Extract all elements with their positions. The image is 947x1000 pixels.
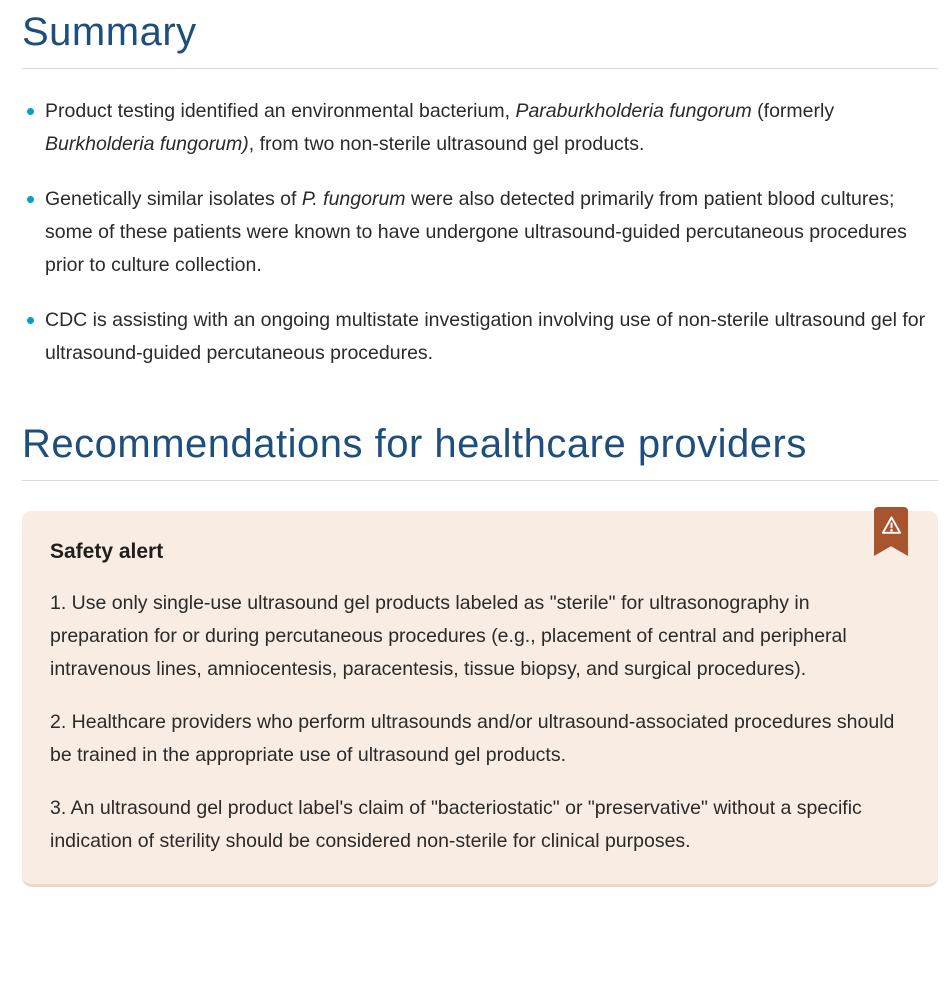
recommendations-heading: Recommendations for healthcare providers — [22, 422, 807, 466]
safety-alert-callout — [22, 511, 938, 887]
section-divider — [22, 68, 938, 69]
alert-numbered-item: 1. Use only single-use ultrasound gel products labeled as "sterile" for ultrasonography in preparation for or during percutaneous procedures (e.g., placement of central and peripheral intravenous lines, amniocentesis, paracentesis, tissue biopsy, and surgical procedures). — [50, 592, 847, 681]
bullet-icon — [27, 108, 34, 115]
article-content — [22, 0, 938, 887]
summary-bullet-list — [22, 95, 938, 370]
list-item — [22, 95, 938, 161]
safety-alert-title: Safety alert — [50, 540, 164, 563]
bullet-icon — [27, 317, 34, 324]
list-item — [22, 183, 938, 282]
alert-numbered-item: 3. An ultrasound gel product label's claim of "bacteriostatic" or "preservative" without a specific indication of sterility should be considered non-sterile for clinical purposes. — [50, 797, 862, 853]
summary-heading: Summary — [22, 10, 197, 54]
list-item — [22, 304, 938, 370]
section-divider — [22, 480, 938, 481]
bullet-text: Product testing identified an environmental bacterium, Paraburkholderia fungorum (formerly Burkholderia fungorum), from two non-sterile ultrasound gel products. — [45, 100, 835, 155]
bullet-text: Genetically similar isolates of P. fungorum were also detected primarily from patient blood cultures; some of these patients were known to have undergone ultrasound-guided percutaneous procedures prior to culture collection. — [45, 188, 907, 276]
alert-numbered-item: 2. Healthcare providers who perform ultrasounds and/or ultrasound-associated procedures should be trained in the appropriate use of ultrasound gel products. — [50, 711, 895, 767]
bullet-text: CDC is assisting with an ongoing multistate investigation involving use of non-sterile ultrasound gel for ultrasound-guided percutaneous procedures. — [45, 309, 926, 364]
bullet-icon — [27, 196, 34, 203]
